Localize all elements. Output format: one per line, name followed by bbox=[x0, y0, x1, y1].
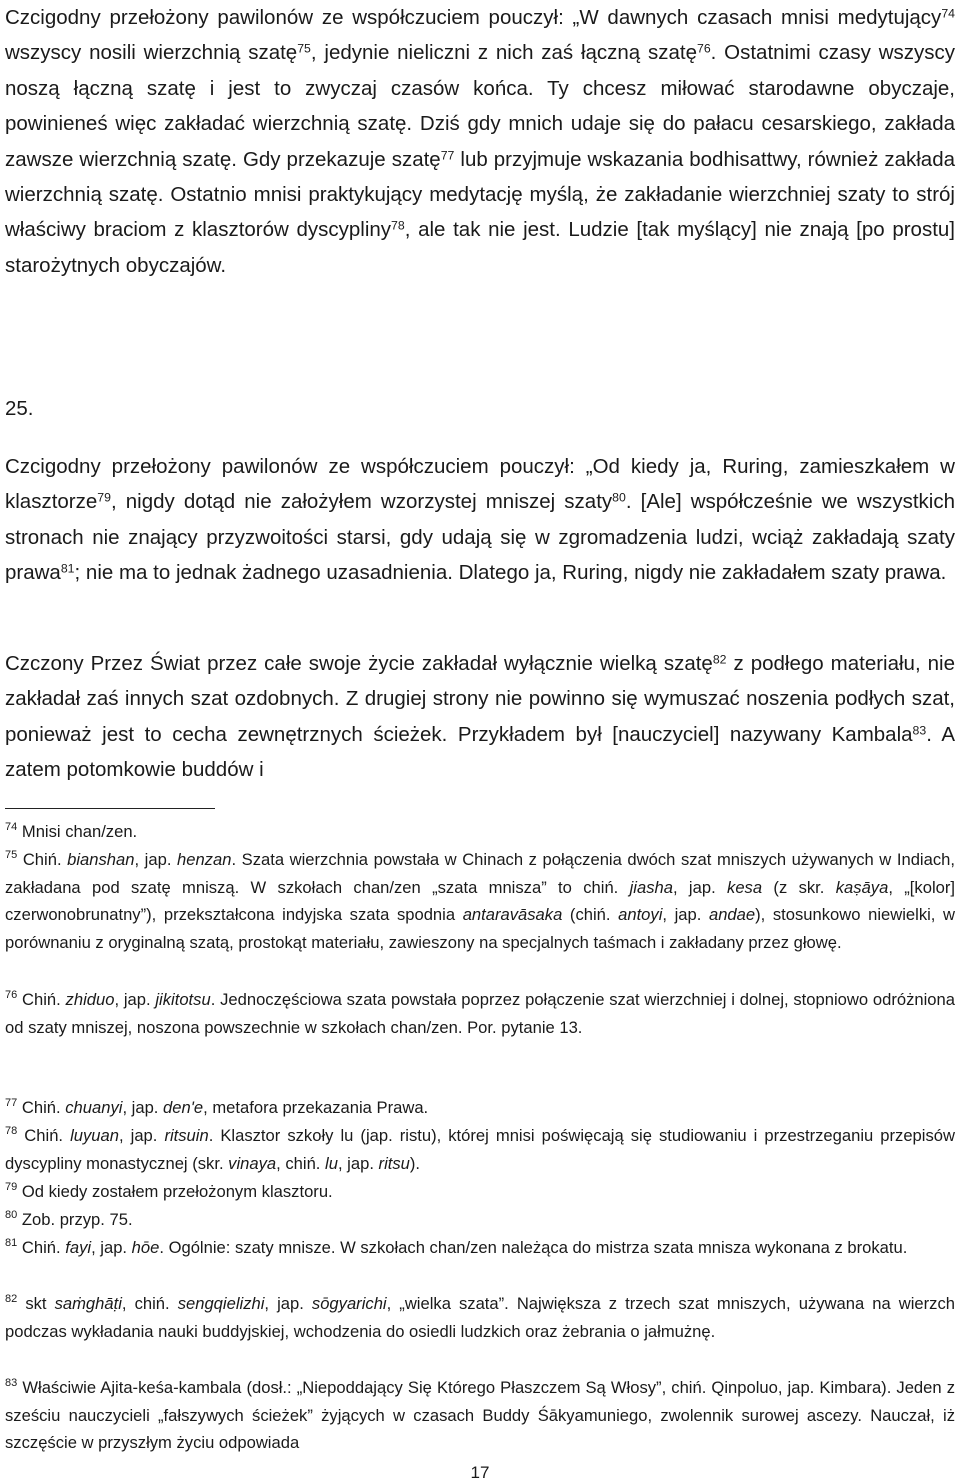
text: , jedynie nieliczni z nich zaś łączną szatę bbox=[310, 41, 697, 65]
text: , jap. bbox=[662, 905, 709, 924]
term: saṁghāṭi bbox=[54, 1294, 122, 1313]
text: ), stosunkowo niewielki, w porównaniu z oryginalną szatą, prostokąt materiału, zawieszony na specjalnych taśmach i zakładany przez głowę. bbox=[5, 905, 955, 952]
footnote-number: 75 bbox=[5, 848, 18, 861]
footnote-ref-76[interactable]: 76 bbox=[696, 41, 711, 56]
text: Chiń. bbox=[21, 1238, 66, 1257]
footnote-82 bbox=[5, 1290, 955, 1345]
term: den'e bbox=[163, 1098, 204, 1117]
text: . A zatem potomkowie buddów i bbox=[5, 722, 955, 782]
text: . Ogólnie: szaty mnisze. W szkołach chan/zen należąca do mistrza szata mnisza wykonana z brokatu. bbox=[159, 1238, 908, 1257]
text: , nigdy dotąd nie założyłem wzorzystej mniszej szaty bbox=[110, 490, 613, 514]
footnote-number: 82 bbox=[5, 1292, 18, 1305]
text: , jap. bbox=[264, 1294, 312, 1313]
text: , chiń. bbox=[276, 1153, 326, 1173]
footnote-number: 80 bbox=[5, 1208, 18, 1221]
footnote-number: 79 bbox=[5, 1180, 18, 1193]
paragraph-2 bbox=[5, 449, 955, 591]
footnote-ref-83[interactable]: 83 bbox=[912, 723, 927, 738]
text: Od kiedy zostałem przełożonym klasztoru. bbox=[21, 1182, 333, 1201]
footnote-ref-82[interactable]: 82 bbox=[712, 652, 727, 667]
text: , jap. bbox=[672, 877, 728, 897]
footnote-83 bbox=[5, 1374, 955, 1457]
page-number: 17 bbox=[470, 1463, 490, 1482]
footnote-number: 78 bbox=[5, 1124, 18, 1137]
text: , jap. bbox=[134, 850, 177, 869]
term: antaravāsaka bbox=[462, 905, 563, 924]
term: andae bbox=[708, 905, 756, 924]
footnote-number: 81 bbox=[5, 1236, 18, 1249]
text: z podłego materiału, nie zakładał zaś innych szat ozdobnych. Z drugiej strony nie powinno się wymuszać noszenia podłych szat, ponieważ jest to cecha zewnętrznych ścieżek. Przykładem był [nauczyciel] nazywany Kambala bbox=[5, 652, 955, 746]
text: , ale tak nie jest. Ludzie [tak myślący] nie znają [po prostu] starożytnych obyczajów. bbox=[5, 218, 955, 277]
footnote-ref-75[interactable]: 75 bbox=[297, 41, 311, 56]
term: ritsuin bbox=[164, 1126, 209, 1145]
text: Czcigodny przełożony pawilonów ze współczuciem pouczył: „W dawnych czasach mnisi medytujący bbox=[5, 6, 942, 29]
term: kaṣāya bbox=[835, 877, 889, 897]
text: ; nie ma to jednak żadnego uzasadnienia. Dlatego ja, Ruring, nigdy nie zakładałem szaty prawa. bbox=[74, 561, 947, 585]
text: . Ostatnimi czasy wszyscy noszą łączną szatę i jest to zwyczaj czasów końca. Ty chcesz miłować starodawne obyczaje, powinieneś więc zakładać wierzchnią szatę. Dziś gdy mnich udaje się do pałacu cesarskiego, zakłada zawsze wierzchnią szatę. Gdy przekazuje szatę bbox=[5, 41, 955, 171]
term: antoyi bbox=[618, 905, 663, 924]
term: bianshan bbox=[67, 850, 135, 869]
text: Chiń. bbox=[22, 850, 68, 869]
term: lu bbox=[325, 1153, 338, 1173]
term: jikitotsu bbox=[155, 990, 211, 1009]
term: hōe bbox=[131, 1238, 160, 1257]
text: , „wielka szata”. Największa z trzech szat mniszych, używana na wierzch podczas wykładania nauki buddyjskiej, wchodzenia do osiedli ludzkich oraz żebrania o jałmużnę. bbox=[5, 1294, 955, 1341]
footnote-76 bbox=[5, 986, 955, 1041]
term: zhiduo bbox=[65, 990, 115, 1009]
footnote-74 bbox=[5, 818, 955, 846]
paragraph-3 bbox=[5, 646, 955, 788]
footnote-78 bbox=[5, 1122, 955, 1177]
footnote-ref-81[interactable]: 81 bbox=[60, 561, 75, 576]
term: luyuan bbox=[70, 1126, 119, 1145]
term: kesa bbox=[727, 877, 763, 897]
text: . Szata wierzchnia powstała w Chinach z połączenia dwóch szat mniszych używanych w Indiach, zakładana pod szatę mniszą. W szkołach chan/zen „szata mnisza” to chiń. bbox=[5, 850, 955, 897]
footnote-number: 76 bbox=[5, 988, 18, 1001]
text: , jap. bbox=[118, 1126, 165, 1145]
text: Mnisi chan/zen. bbox=[21, 822, 138, 841]
text: Chiń. bbox=[22, 990, 66, 1009]
footnote-ref-79[interactable]: 79 bbox=[97, 490, 111, 505]
footnote-77 bbox=[5, 1094, 955, 1122]
term: henzan bbox=[177, 850, 232, 869]
text: Czczony Przez Świat przez całe swoje życie zakładał wyłącznie wielką szatę bbox=[5, 652, 713, 675]
text: , jap. bbox=[91, 1238, 132, 1257]
term: jiasha bbox=[629, 877, 673, 897]
text: Chiń. bbox=[24, 1126, 71, 1145]
text: ). bbox=[409, 1153, 421, 1173]
text: (chiń. bbox=[562, 905, 619, 924]
footnote-separator bbox=[5, 808, 215, 809]
term: fayi bbox=[65, 1238, 92, 1257]
footnote-79 bbox=[5, 1178, 955, 1206]
term: ritsu bbox=[378, 1153, 410, 1173]
text: Zob. przyp. 75. bbox=[21, 1210, 133, 1229]
footnote-number: 74 bbox=[5, 820, 18, 833]
footnote-ref-78[interactable]: 78 bbox=[391, 218, 405, 233]
text: , jap. bbox=[114, 990, 156, 1009]
text: . Klasztor szkoły lu (jap. ristu), której mnisi poświęcają się studiowaniu i przestrzeganiu przepisów dyscypliny monastycznej (skr. bbox=[5, 1126, 955, 1173]
footnote-ref-77[interactable]: 77 bbox=[440, 147, 455, 162]
text: skt bbox=[25, 1294, 55, 1313]
footnote-number: 77 bbox=[5, 1096, 18, 1109]
text: Chiń. bbox=[21, 1098, 66, 1117]
text: , metafora przekazania Prawa. bbox=[203, 1098, 429, 1117]
footnote-ref-80[interactable]: 80 bbox=[612, 490, 626, 505]
text: , jap. bbox=[122, 1098, 164, 1117]
paragraph-1 bbox=[5, 0, 955, 283]
term: sengqielizhi bbox=[177, 1294, 265, 1313]
text: . [Ale] współcześnie we wszystkich stronach nie znający przyzwoitości starsi, gdy udają się w zgromadzenia ludzi, wciąż zakładają szaty prawa bbox=[5, 490, 955, 585]
text: Właściwie Ajita-keśa-kambala (dosł.: „Niepoddający Się Którego Płaszczem Są Włosy”, chiń. Qinpoluo, jap. Kimbara). Jeden z sześciu nauczycieli „fałszywych ścieżek” żyjących w czasach Buddy Śākyamuniego, zwolennik surowej ascezy. Nauczał, iż szczęście w przyszłym życiu odpowiada bbox=[5, 1378, 955, 1452]
term: chuanyi bbox=[65, 1098, 123, 1117]
text: lub przyjmuje wskazania bodhisattwy, również zakłada wierzchnią szatę. Ostatnio mnisi praktykujący medytację myślą, że zakładanie wierzchniej szaty to strój właściwy braciom z klasztorów dyscypliny bbox=[5, 147, 955, 242]
text: . Jednoczęściowa szata powstała poprzez połączenie szat wierzchniej i dolnej, stopniowo odróżniona od szaty mniszej, noszona powszechnie w szkołach chan/zen. Por. pytanie 13. bbox=[5, 990, 955, 1037]
footnote-81 bbox=[5, 1234, 955, 1262]
term: vinaya bbox=[228, 1153, 277, 1173]
footnote-ref-74[interactable]: 74 bbox=[941, 6, 955, 21]
text: (z skr. bbox=[762, 877, 836, 897]
term: sōgyarichi bbox=[311, 1294, 387, 1313]
text: Czcigodny przełożony pawilonów ze współczuciem pouczył: „Od kiedy ja, Ruring, zamieszkałem w klasztorze bbox=[5, 455, 955, 514]
footnote-number: 83 bbox=[5, 1376, 18, 1389]
text: wszyscy nosili wierzchnią szatę bbox=[5, 41, 298, 65]
text: , chiń. bbox=[121, 1294, 178, 1313]
text: , jap. bbox=[337, 1153, 379, 1173]
text: , „[kolor] czerwonobrunatny”), przekształcona indyjska szata spodnia bbox=[5, 877, 955, 924]
footnote-75 bbox=[5, 846, 955, 956]
footnote-80 bbox=[5, 1206, 955, 1234]
section-heading: 25. bbox=[5, 397, 34, 420]
